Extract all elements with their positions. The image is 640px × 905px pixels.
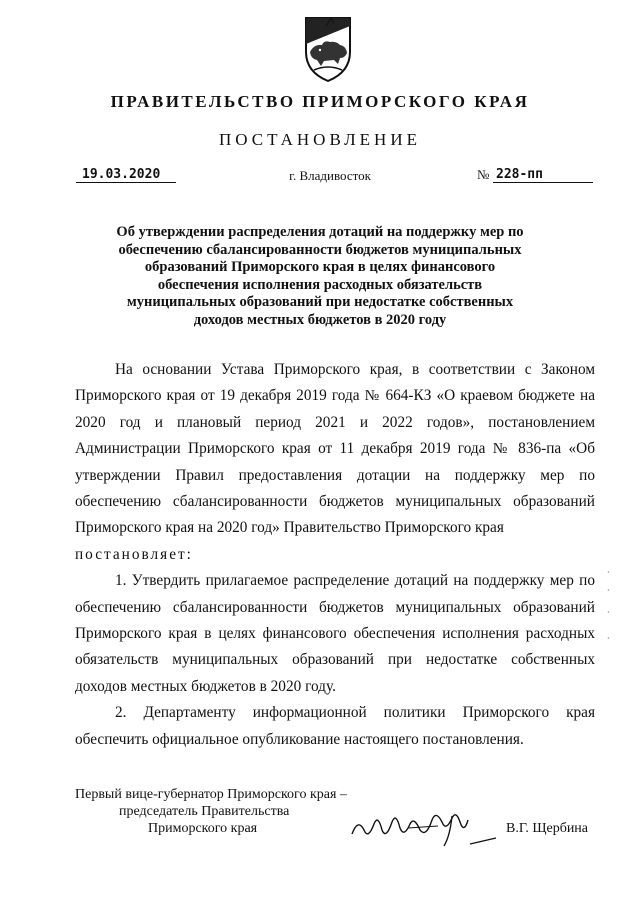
document-city: г. Владивосток — [289, 168, 371, 183]
number-label: № — [477, 167, 490, 182]
document-body — [75, 357, 595, 753]
preamble-paragraph: На основании Устава Приморского края, в соответствии с Законом Приморского края от 19 декабря 2019 года № 664-КЗ «О краевом бюджете на 2020 год и плановый период 2021 и 2022 годов», постановлением Администрации Приморского края от 11 декабря 2019 года № 836-па «Об утверждении Правил предоставления дотации на поддержку мер по обеспечению сбалансированности бюджетов муниципальных образований Приморского края на 2020 год» Правительство Приморского края — [75, 361, 595, 537]
document-title: Об утверждении распределения дотаций на поддержку мер по обеспечению сбалансированности бюджетов муниципальных образований Приморского края в целях финансового обеспечения исполнения расходных обязательств муниципальных образований при недостатке собственных доходов местных бюджетов в 2020 году — [116, 224, 524, 328]
item-1-paragraph: 1. Утвердить прилагаемое распределение дотаций на поддержку мер по обеспечению сбалансированности бюджетов муниципальных образований Приморского края в целях финансового обеспечения исполнения расходных обязательств муниципальных образований при недостатке собственных доходов местных бюджетов в 2020 году. — [75, 572, 595, 695]
item-2-paragraph: 2. Департаменту информационной политики Приморского края обеспечить официальное опубликование настоящего постановления. — [75, 704, 595, 748]
signatory-name: В.Г. Щербина — [506, 821, 589, 836]
decree-word — [75, 542, 595, 568]
document-number: 228-пп — [493, 167, 593, 183]
document-date: 19.03.2020 — [76, 167, 176, 183]
government-name: ПРАВИТЕЛЬСТВО ПРИМОРСКОГО КРАЯ — [110, 92, 530, 111]
signatory-title-line2: председатель Правительства — [119, 804, 290, 819]
document-type: ПОСТАНОВЛЕНИЕ — [218, 130, 421, 149]
decree-text: постановляет: — [75, 545, 193, 563]
coat-of-arms-icon — [300, 14, 356, 84]
handwritten-signature — [348, 800, 498, 850]
signatory-title-line3: Приморского края — [148, 821, 258, 836]
signatory-title-line1: Первый вице-губернатор Приморского края – — [75, 787, 347, 802]
scan-specks — [607, 568, 610, 648]
